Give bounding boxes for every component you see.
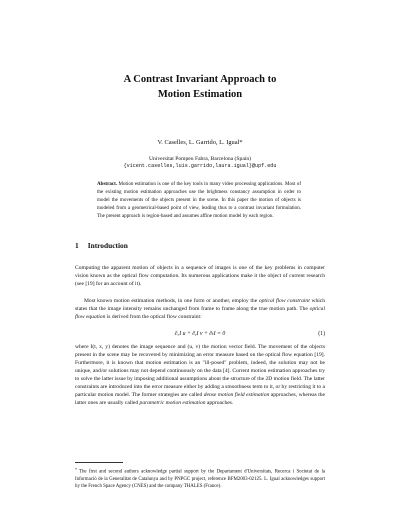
abstract-label: Abstract. [97,181,118,187]
para3-text-b: approaches, whereas the latter ones are usually called [75,392,326,407]
para3-emphasis-1: dense motion field estimation [203,392,270,399]
footnote [75,466,325,490]
affiliation: Universitat Pompeu Fabra, Barcelona (Spain) [148,156,252,162]
intro-paragraph-1: Computing the apparent motion of objects in a sequence of images is one of the key problems in computer vision known as the optical flow computation. Its numerous applications make it the object of current research (see [19] for an account of it). [75,265,325,288]
footnote-mark: * [75,467,77,472]
para2-text-b: which states that the image intensity remains unchanged from frame to frame along the true motion path. The [75,298,326,313]
para3-text-a: where I(t, x, y) denotes the image sequence and (u, v) the motion vector field. The movement of the objects present in the scene may be recovered by minimizing an error measure based on the optical flow equation [19]. Furthermore, it is known that motion estimation is an "ill-posed" problem, indeed, the solution may not be unique, and/or solutions may not depend continuously on the data [4]. Current motion estimation approaches try to solve the latter issue by imposing additional assumptions about the structure of the 2D motion field. The latter constraints are introduced into the error measure either by adding a smoothness term to it, or by restricting it to a particular motion model. The former strategies are called [75,344,326,399]
author-emails: {vicent.caselles,luis.garrido,laura.igual}@upf.edu [123,163,277,169]
equation-expression: ∂ₓI u + ∂ᵧI v + ∂ₜI = 0 [174,331,226,337]
section-title: Introduction [87,241,128,250]
equation-number: (1) [318,331,325,337]
section-number: 1 [75,241,79,250]
para2-text-c: is derived from the optical flow constraint: [105,314,202,321]
paper-title-line-1: A Contrast Invariant Approach to [123,74,277,85]
para2-text-a: Most known motion estimation methods, in one form or another, employ the [84,298,259,304]
intro-paragraph-2 [75,297,325,321]
authors: V. Caselles, L. Garrido, L. Igual* [157,139,243,146]
abstract [97,181,301,221]
para3-emphasis-2: parametric motion estimation [139,400,206,407]
para3-text-c: approaches. [205,400,234,407]
section-heading [75,241,128,250]
paper-title-line-2: Motion Estimation [157,89,243,100]
footnote-text: The first and second authors acknowledge partial support by the Departament d'Universitats, Recerca i Societat de la Informació de la Generalitat de Catalunya and by PNPGC project, reference BFM2003-02125. L. Igual acknowledges support by the French Space Agency (CNES) and the company THALES (France). [75,469,325,489]
para2-emphasis-1: optical flow constraint [258,298,310,304]
abstract-text: Motion estimation is one of the key tools in many video processing applications. Most of the existing motion estimation approaches use the brightness constancy assumption in order to model the movements of the objects present in the scene. In this paper the motion of objects is modeled from a geometrical-based point of view, leading thus to a contrast invariant formulation. The present approach is region-based and assumes affine motion model by each region. [97,181,301,219]
footnote-rule [75,462,123,463]
para2-emphasis-2: optical flow equation [75,306,325,321]
intro-paragraph-3 [75,343,325,407]
